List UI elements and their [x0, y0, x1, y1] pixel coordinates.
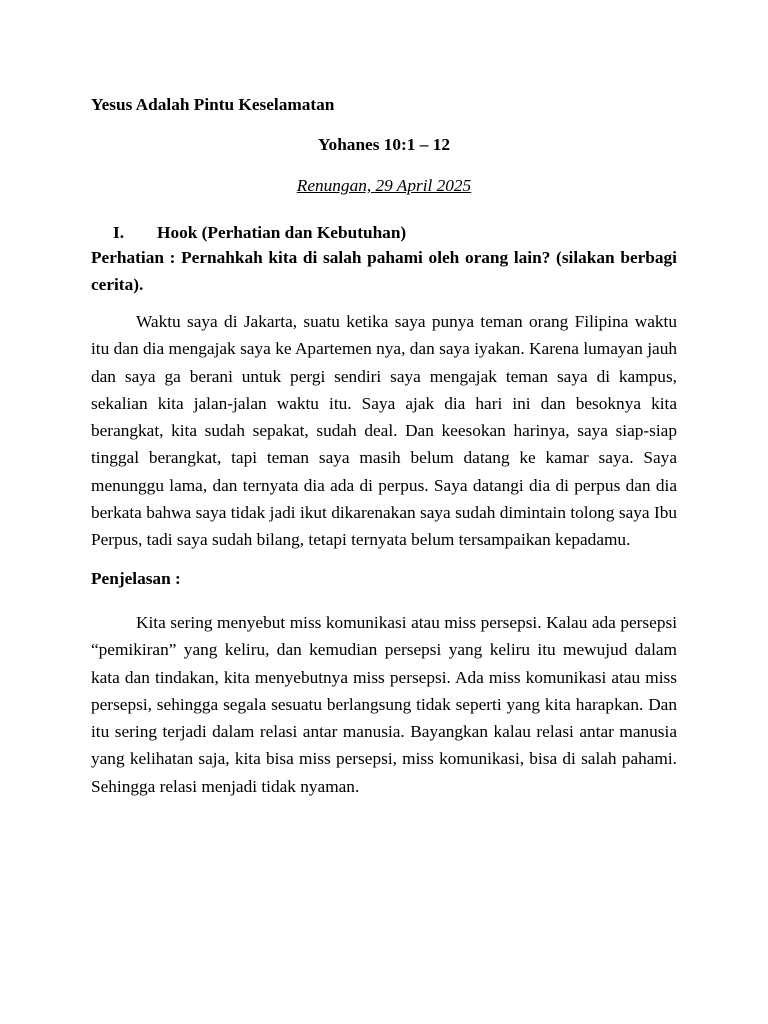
explanation-paragraph: Kita sering menyebut miss komunikasi atau miss persepsi. Kalau ada persepsi “pemikiran” yang keliru, dan kemudian persepsi yang keliru itu mewujud dalam kata dan tindakan, kita menyebutnya miss persepsi. Ada miss komunikasi atau miss persepsi, sehingga segala sesuatu berlangsung tidak seperti yang kita harapkan. Dan itu sering terjadi dalam relasi antar manusia. Bayangkan kalau relasi antar manusia yang kelihatan saja, kita bisa miss persepsi, miss komunikasi, bisa di salah pahami. Sehingga relasi menjadi tidak nyaman. — [91, 612, 677, 796]
explanation-label: Penjelasan : — [91, 568, 181, 588]
story-paragraph: Waktu saya di Jakarta, suatu ketika saya punya teman orang Filipina waktu itu dan dia mengajak saya ke Apartemen nya, dan saya iyakan. Karena lumayan jauh dan saya ga berani untuk pergi sendiri saya mengajak teman saya di kampus, sekalian kita jalan-jalan waktu itu. Saya ajak dia hari ini dan besoknya kita berangkat, kita sudah sepakat, sudah deal. Dan keesokan harinya, saya siap-siap tinggal berangkat, tapi teman saya masih belum datang ke kamar saya. Saya menunggu lama, dan ternyata dia ada di perpus. Saya datangi dia di perpus dan dia berkata bahwa saya tidak jadi ikut dikarenakan saya sudah dimintain tolong saya Ibu Perpus, tadi saya sudah bilang, tetapi ternyata belum tersampaikan kepadamu. — [91, 312, 677, 550]
section-number: I. — [113, 223, 125, 242]
bible-passage: Yohanes 10:1 – 12 — [317, 135, 451, 154]
section-title: Hook (Perhatian dan Kebutuhan) — [157, 223, 407, 242]
devotion-date: Renungan, 29 April 2025 — [296, 176, 472, 195]
document-page — [91, 93, 677, 800]
section-heading — [91, 221, 677, 245]
attention-question: Perhatian : Pernahkah kita di salah pahami oleh orang lain? (silakan berbagi cerita). — [91, 248, 677, 294]
document-title: Yesus Adalah Pintu Keselamatan — [91, 95, 335, 114]
